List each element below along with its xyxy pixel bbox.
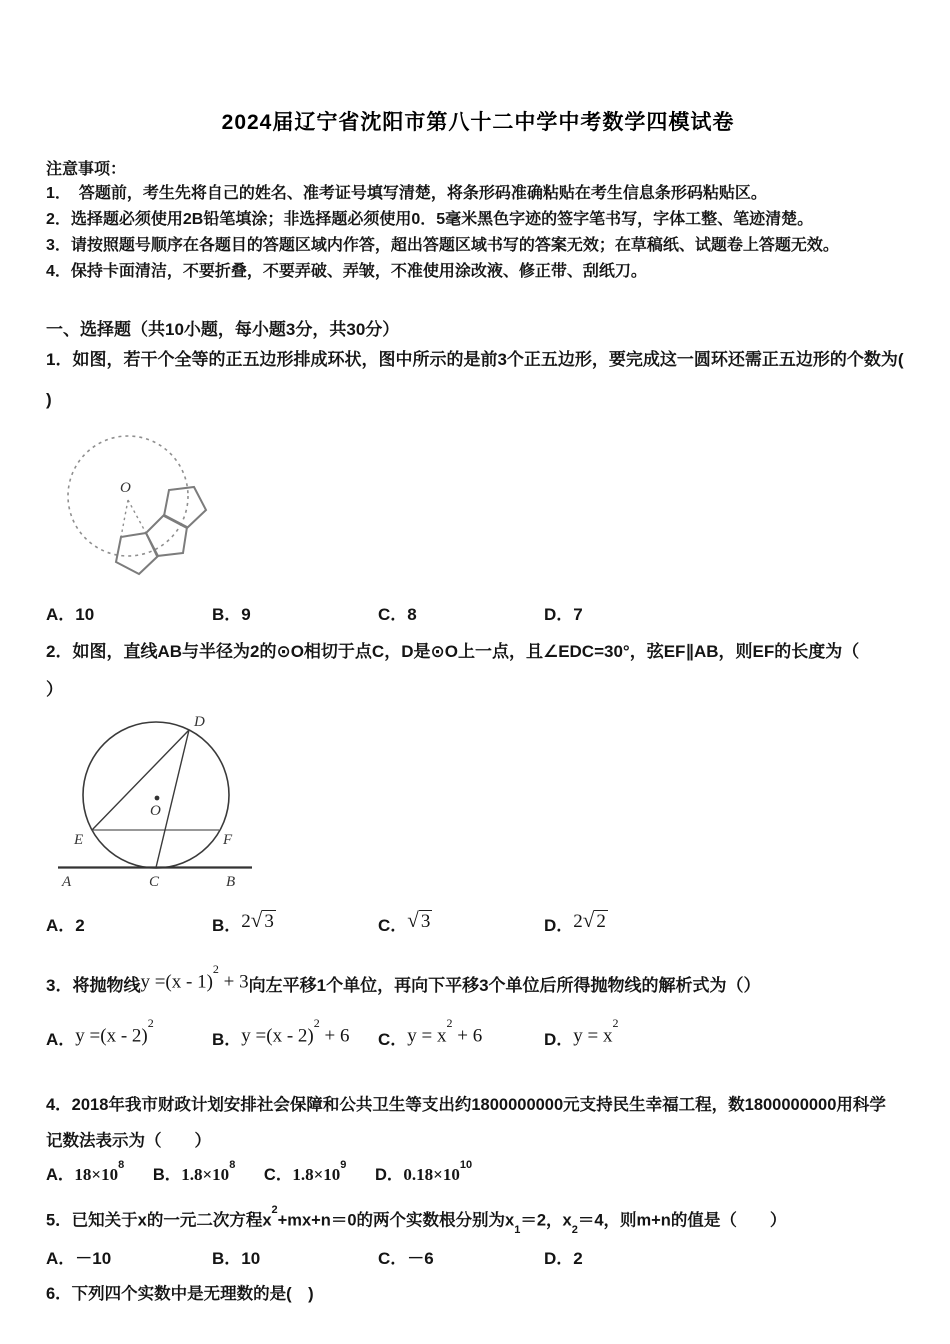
q2-option-c: C． √ 3 [378, 911, 544, 937]
q1-option-b: B．9 [212, 605, 251, 624]
chord-de [92, 730, 189, 830]
q1-option-c: C．8 [378, 605, 417, 624]
fig2-label-b: B [226, 874, 236, 890]
q5-option-d: D．2 [544, 1248, 583, 1268]
question-1-options [46, 600, 910, 625]
section-heading: 一、选择题（共10小题，每小题3分，共30分） [46, 320, 400, 339]
q3-option-c: C．$y = x^2 + 6$ [378, 1015, 483, 1049]
question-3-text: 3．将抛物线y =(x - 1)$^2$ + 3向左平移1个单位，再向下平移3个单位后所得抛物线的解析式为（） [46, 961, 761, 995]
question-4-options [46, 1158, 910, 1185]
exam-title: 2024届辽宁省沈阳市第八十二中学中考数学四模试卷 [221, 111, 735, 134]
fig1-center-label: O [120, 480, 131, 496]
q3-option-a: A．y =(x - 2)$^2$ [46, 1015, 154, 1049]
notice-heading: 注意事项： [46, 161, 127, 178]
question-4 [46, 1087, 910, 1185]
question-5-options [46, 1244, 910, 1269]
notice-item-1: 1． 答题前，考生先将自己的姓名、准考证号填写清楚，将条形码准确粘贴在考生信息条形码粘贴区。 [46, 185, 767, 202]
fig2-label-c: C [149, 874, 160, 890]
q2-option-a: A．2 [46, 916, 85, 935]
question-6-text: 6．下列四个实数中是无理数的是( ) [46, 1284, 314, 1303]
question-3 [46, 961, 910, 1051]
question-1-text-line1: 1．如图，若干个全等的正五边形排成环状，图中所示的是前3个正五边形，要完成这一圆环还需正五边形的个数为( [46, 350, 904, 369]
q4-option-c: C．$1.8\times 10^9$ [263, 1158, 347, 1184]
notice-item-2: 2．选择题必须使用2B铅笔填涂；非选择题必须使用0．5毫米黑色字迹的签字笔书写，字体工整、笔迹清楚。 [46, 211, 814, 228]
pentagon-3 [164, 487, 206, 528]
q4-option-a: A．$18\times 10^8$ [46, 1158, 125, 1184]
question-1 [46, 340, 910, 625]
q1-option-a: A．10 [46, 605, 95, 624]
dashed-wedge [121, 500, 146, 537]
q4-option-d: D．$0.18\times 10^{10}$ [374, 1158, 473, 1184]
center-dot [155, 796, 160, 801]
pentagon-2 [146, 515, 187, 556]
q2-option-d: D．2 √ 2 [544, 911, 608, 937]
question-4-text-line1: 4．2018年我市财政计划安排社会保障和公共卫生等支出约1800000000元支持民生幸福工程，数1800000000用科学 [46, 1096, 886, 1114]
q3-formula: y =(x - 1)$^2$ + 3 [140, 961, 249, 992]
q1-pentagon-ring-figure [50, 420, 280, 598]
question-5-text: 5．已知关于x的一元二次方程$x^2+mx+n=0$的两个实数根分别为$x_1=2$，$x_2=4$，则m+n的值是（ ） [46, 1204, 787, 1236]
q3-option-b: B．y =(x - 2)$^2$ + 6 [212, 1015, 350, 1049]
question-2-options [46, 911, 910, 937]
pentagon-1 [116, 533, 158, 574]
fig2-label-f: F [223, 832, 233, 848]
q2-circle-tangent-figure [46, 711, 286, 897]
fig2-label-d: D [194, 714, 205, 730]
question-5 [46, 1199, 910, 1269]
q5-option-b: B．10 [212, 1248, 261, 1268]
q4-option-b: B．$1.8\times 10^8$ [152, 1158, 236, 1184]
question-2-text-line2: ） [46, 680, 63, 699]
question-2 [46, 633, 910, 937]
fig2-label-o: O [150, 803, 161, 819]
q5-option-c: C．－6 [378, 1248, 434, 1268]
circle-o [83, 722, 229, 868]
fig2-label-a: A [62, 874, 72, 890]
notice-item-4: 4．保持卡面清洁，不要折叠，不要弄破、弄皱，不准使用涂改液、修正带、刮纸刀。 [46, 263, 647, 280]
chord-dc [156, 730, 189, 868]
question-4-text-line2: 记数法表示为（ ） [46, 1132, 211, 1150]
question-2-text-line1: 2．如图，直线AB与半径为2的⊙O相切于点C，D是⊙O上一点，且∠EDC=30°，弦EF∥AB，则EF的长度为（ [46, 642, 860, 661]
fig2-label-e: E [74, 832, 84, 848]
q3-option-d: D．$y = x^2$ [544, 1015, 619, 1049]
question-1-text-line2: ) [46, 390, 52, 409]
q2-option-b: B．2 √ 3 [212, 911, 378, 937]
notice-item-3: 3．请按照题号顺序在各题目的答题区域内作答，超出答题区域书写的答案无效；在草稿纸、试题卷上答题无效。 [46, 237, 839, 254]
q5-option-a: A．－10 [46, 1248, 112, 1268]
question-6 [46, 1279, 910, 1309]
dashed-circle [68, 436, 188, 556]
question-3-options [46, 1015, 910, 1051]
q1-option-d: D．7 [544, 605, 583, 624]
